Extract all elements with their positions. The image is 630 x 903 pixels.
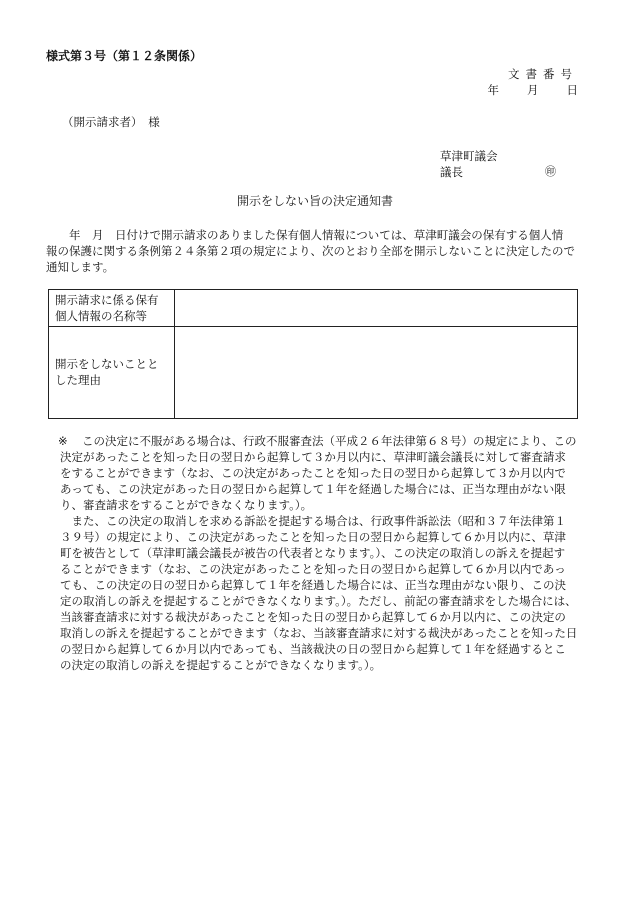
date-day: 日 <box>566 83 578 97</box>
note-line: 定の取消しの訴えを提起することができなくなります。）。ただし、前記の審査請求をした場合には、 <box>60 594 577 608</box>
note-line: 町を被告として（草津町議会議長が被告の代表者となります。）、この決定の取消しの訴えを提起す <box>60 546 566 560</box>
date-year: 年 <box>487 83 499 97</box>
form-id: 様式第３号（第１２条関係） <box>46 49 203 63</box>
note-mark: ※ <box>58 434 68 448</box>
note-line: ても、この決定の日の翌日から起算して１年を経過した場合には、正当な理由がない限り、この決 <box>60 578 566 592</box>
note-line: の翌日から起算して６か月以内であっても、当該裁決の日の翌日から起算して１年を経過するとこ <box>60 642 566 656</box>
info-table <box>48 289 578 419</box>
addressee: （開示請求者） 様 <box>62 115 160 129</box>
note-line: 当該審査請求に対する裁決があったことを知った日の翌日から起算して６か月以内に、この決定の <box>60 610 566 624</box>
note-line: の決定の取消しの訴えを提起することができなくなります。）。 <box>60 658 382 672</box>
row-value-info-name <box>175 290 578 327</box>
note-line: あっても、この決定があった日の翌日から起算して１年を経過した場合には、正当な理由がない限 <box>60 482 566 496</box>
note-line: 決定があったことを知った日の翌日から起算して３か月以内に、草津町議会議長に対して審査請求 <box>60 450 566 464</box>
note-line: 取消しの訴えを提起することができます（なお、当該審査請求に対する裁決があったことを知った日 <box>60 626 578 640</box>
table-row <box>49 290 578 327</box>
document-title: 開示をしない旨の決定通知書 <box>236 194 393 208</box>
note-line: をすることができます（なお、この決定があったことを知った日の翌日から起算して３か月以内で <box>60 466 566 480</box>
row-label-reason: 開示をしないことと した理由 <box>49 327 175 419</box>
note-line: り、審査請求をすることができなくなります。）。 <box>60 498 313 512</box>
note-line: また、この決定の取消しを求める訴訟を提起する場合は、行政事件訴訟法（昭和３７年法律第１ <box>60 514 566 528</box>
issue-date <box>488 82 579 98</box>
row-value-reason <box>175 327 578 419</box>
body-line: 通知します。 <box>46 260 115 274</box>
table-row <box>49 327 578 419</box>
note-line: この決定に不服がある場合は、行政不服審査法（平成２６年法律第６８号）の規定により、この <box>82 434 577 448</box>
seal-mark: ㊞ <box>545 165 556 178</box>
date-month: 月 <box>527 83 539 97</box>
notes-section <box>46 433 586 673</box>
note-line: ３９号）の規定により、この決定があったことを知った日の翌日から起算して６か月以内に、草津 <box>60 530 566 544</box>
row-label-info-name: 開示請求に係る保有 個人情報の名称等 <box>49 290 175 327</box>
body-line: 報の保護に関する条例第２４条第２項の規定により、次のとおり全部を開示しないことに決定したので <box>46 244 575 258</box>
body-paragraph <box>46 227 584 275</box>
sender-title: 議長 <box>440 165 463 179</box>
sender-organization: 草津町議会 <box>440 149 498 163</box>
document-number: 文書番号 <box>508 67 578 81</box>
body-line: 年 月 日付けで開示請求のありました保有個人情報については、草津町議会の保有する個人情 <box>46 228 564 242</box>
note-line: ることができます（なお、この決定があったことを知った日の翌日から起算して６か月以内であっ <box>60 562 566 576</box>
